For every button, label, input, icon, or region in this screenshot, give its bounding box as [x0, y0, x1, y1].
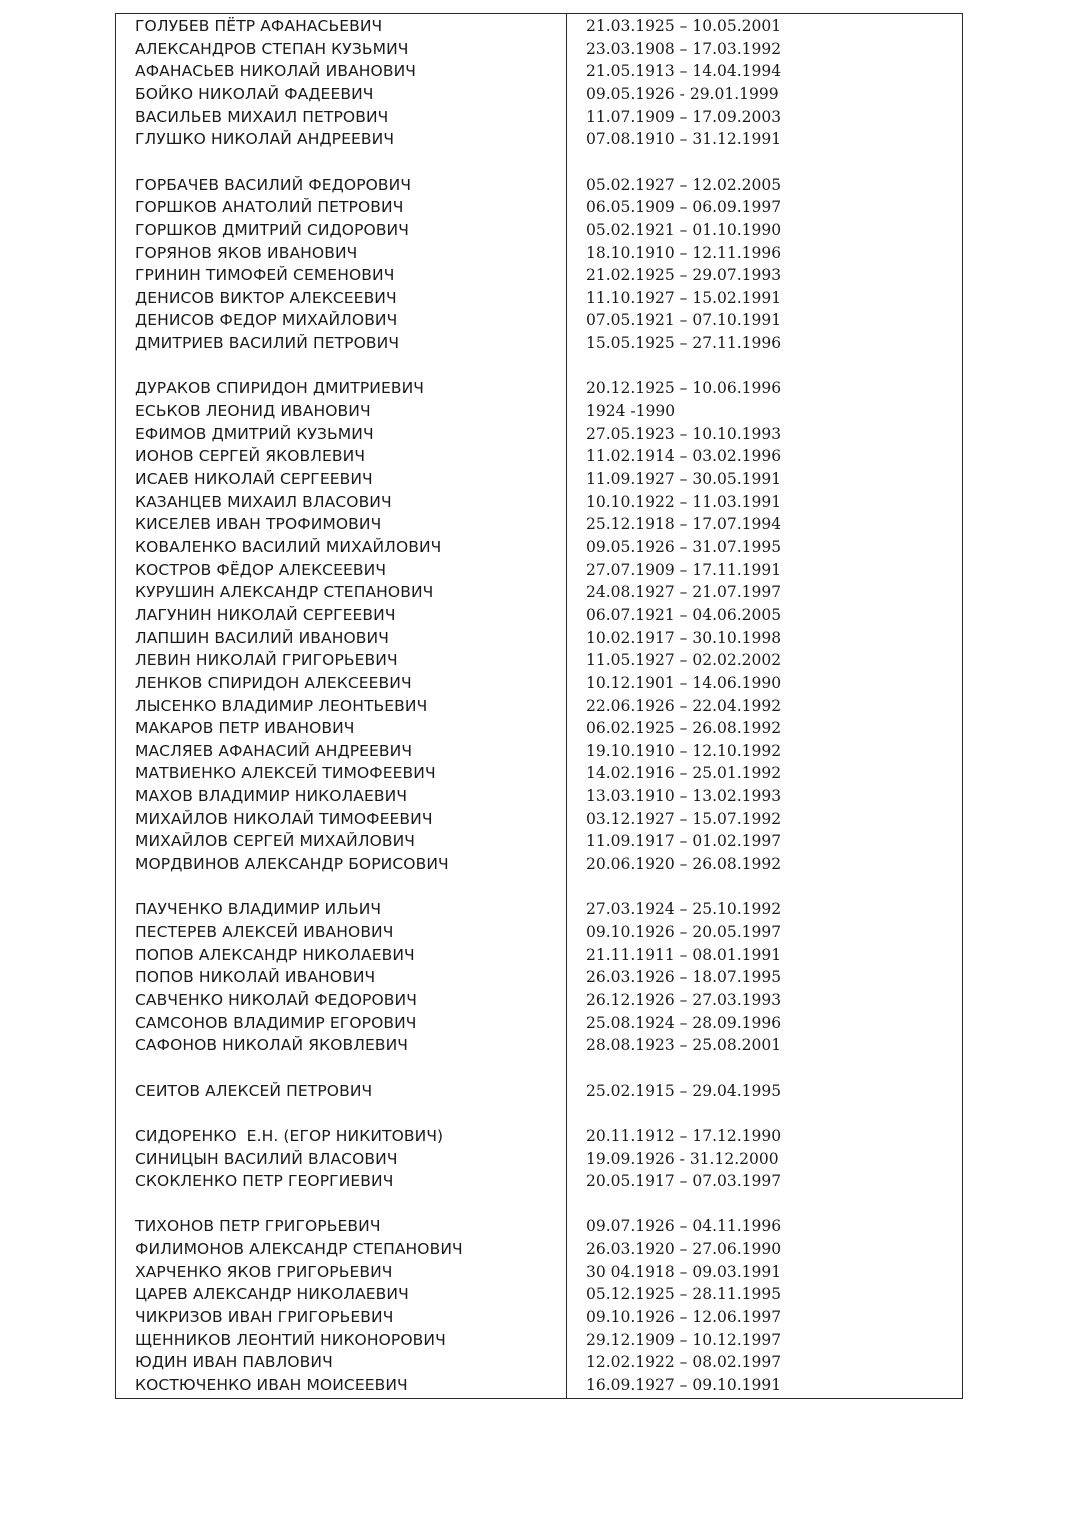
- life-dates: 09.05.1926 – 31.07.1995: [586, 537, 782, 556]
- person-name: МАТВИЕНКО АЛЕКСЕЙ ТИМОФЕЕВИЧ: [135, 764, 436, 783]
- life-dates: 09.10.1926 – 12.06.1997: [586, 1308, 782, 1327]
- person-name: МОРДВИНОВ АЛЕКСАНДР БОРИСОВИЧ: [135, 855, 449, 874]
- life-dates: 29.12.1909 – 10.12.1997: [586, 1330, 782, 1349]
- person-name: МИХАЙЛОВ СЕРГЕЙ МИХАЙЛОВИЧ: [135, 832, 416, 851]
- life-dates: 22.06.1926 – 22.04.1992: [586, 696, 782, 715]
- life-dates: 20.06.1920 – 26.08.1992: [586, 855, 782, 874]
- life-dates: 26.03.1926 – 18.07.1995: [586, 968, 782, 987]
- person-name: САФОНОВ НИКОЛАЙ ЯКОВЛЕВИЧ: [135, 1036, 409, 1055]
- life-dates: 19.10.1910 – 12.10.1992: [586, 741, 782, 760]
- person-name: КУРУШИН АЛЕКСАНДР СТЕПАНОВИЧ: [135, 583, 434, 602]
- life-dates: 13.03.1910 – 13.02.1993: [586, 787, 782, 806]
- person-name: АЛЕКСАНДРОВ СТЕПАН КУЗЬМИЧ: [135, 39, 409, 58]
- person-name: МАСЛЯЕВ АФАНАСИЙ АНДРЕЕВИЧ: [135, 741, 413, 760]
- life-dates: 09.07.1926 – 04.11.1996: [586, 1217, 782, 1236]
- person-name: КОВАЛЕНКО ВАСИЛИЙ МИХАЙЛОВИЧ: [135, 537, 442, 556]
- person-name: ГЛУШКО НИКОЛАЙ АНДРЕЕВИЧ: [135, 130, 395, 149]
- life-dates: 28.08.1923 – 25.08.2001: [586, 1036, 782, 1055]
- person-name: КАЗАНЦЕВ МИХАИЛ ВЛАСОВИЧ: [135, 492, 392, 511]
- life-dates: 05.12.1925 – 28.11.1995: [586, 1285, 782, 1304]
- person-name: ЛЫСЕНКО ВЛАДИМИР ЛЕОНТЬЕВИЧ: [135, 696, 428, 715]
- life-dates: 07.05.1921 – 07.10.1991: [586, 311, 782, 330]
- life-dates: 25.12.1918 – 17.07.1994: [586, 515, 782, 534]
- life-dates: 11.09.1917 – 01.02.1997: [586, 832, 782, 851]
- person-name: ЩЕННИКОВ ЛЕОНТИЙ НИКОНОРОВИЧ: [135, 1330, 446, 1349]
- life-dates: 20.05.1917 – 07.03.1997: [586, 1172, 782, 1191]
- life-dates: 16.09.1927 – 09.10.1991: [586, 1376, 782, 1394]
- person-name: ТИХОНОВ ПЕТР ГРИГОРЬЕВИЧ: [135, 1217, 381, 1236]
- life-dates: 19.09.1926 - 31.12.2000: [586, 1149, 779, 1168]
- person-name: ДУРАКОВ СПИРИДОН ДМИТРИЕВИЧ: [135, 379, 425, 398]
- person-name: САМСОНОВ ВЛАДИМИР ЕГОРОВИЧ: [135, 1013, 417, 1032]
- life-dates: 21.11.1911 – 08.01.1991: [586, 945, 782, 964]
- person-name: ХАРЧЕНКО ЯКОВ ГРИГОРЬЕВИЧ: [135, 1262, 393, 1281]
- life-dates: 20.11.1912 – 17.12.1990: [586, 1126, 782, 1145]
- person-name: ЛАГУНИН НИКОЛАЙ СЕРГЕЕВИЧ: [135, 605, 396, 624]
- person-name: МАКАРОВ ПЕТР ИВАНОВИЧ: [135, 719, 355, 738]
- person-name: КИСЕЛЕВ ИВАН ТРОФИМОВИЧ: [135, 515, 382, 534]
- person-name: ЧИКРИЗОВ ИВАН ГРИГОРЬЕВИЧ: [135, 1308, 394, 1327]
- person-name: ЕСЬКОВ ЛЕОНИД ИВАНОВИЧ: [135, 402, 371, 421]
- person-name: ИСАЕВ НИКОЛАЙ СЕРГЕЕВИЧ: [135, 470, 373, 488]
- person-name: БОЙКО НИКОЛАЙ ФАДЕЕВИЧ: [135, 84, 374, 103]
- person-name: ПОПОВ АЛЕКСАНДР НИКОЛАЕВИЧ: [135, 945, 415, 964]
- life-dates: 18.10.1910 – 12.11.1996: [586, 243, 782, 262]
- life-dates: 1924 -1990: [586, 402, 676, 421]
- person-name: ДЕНИСОВ ВИКТОР АЛЕКСЕЕВИЧ: [135, 288, 397, 307]
- life-dates: 25.02.1915 – 29.04.1995: [586, 1081, 782, 1100]
- life-dates: 14.02.1916 – 25.01.1992: [586, 764, 782, 783]
- life-dates: 10.10.1922 – 11.03.1991: [586, 492, 782, 511]
- person-name: ПАУЧЕНКО ВЛАДИМИР ИЛЬИЧ: [135, 900, 382, 919]
- person-name: МИХАЙЛОВ НИКОЛАЙ ТИМОФЕЕВИЧ: [135, 809, 433, 828]
- life-dates: 09.05.1926 - 29.01.1999: [586, 84, 779, 103]
- person-name: ЛЕВИН НИКОЛАЙ ГРИГОРЬЕВИЧ: [135, 651, 398, 670]
- life-dates: 11.09.1927 – 30.05.1991: [586, 470, 782, 488]
- person-name: ГОРШКОВ ДМИТРИЙ СИДОРОВИЧ: [135, 220, 409, 239]
- life-dates: 06.05.1909 – 06.09.1997: [586, 198, 782, 217]
- life-dates: 12.02.1922 – 08.02.1997: [586, 1353, 782, 1372]
- life-dates: 24.08.1927 – 21.07.1997: [586, 583, 782, 602]
- person-name: ЮДИН ИВАН ПАВЛОВИЧ: [135, 1353, 333, 1372]
- person-name: ПЕСТЕРЕВ АЛЕКСЕЙ ИВАНОВИЧ: [135, 923, 394, 941]
- person-name: ДМИТРИЕВ ВАСИЛИЙ ПЕТРОВИЧ: [135, 334, 400, 353]
- person-name: ГРИНИН ТИМОФЕЙ СЕМЕНОВИЧ: [135, 266, 395, 285]
- person-name: ЦАРЕВ АЛЕКСАНДР НИКОЛАЕВИЧ: [135, 1285, 409, 1304]
- person-name: СЕИТОВ АЛЕКСЕЙ ПЕТРОВИЧ: [135, 1081, 373, 1100]
- life-dates: 25.08.1924 – 28.09.1996: [586, 1013, 782, 1032]
- life-dates: 27.07.1909 – 17.11.1991: [586, 560, 782, 579]
- life-dates: 21.02.1925 – 29.07.1993: [586, 266, 782, 285]
- life-dates: 05.02.1921 – 01.10.1990: [586, 220, 782, 239]
- life-dates: 21.03.1925 – 10.05.2001: [586, 17, 782, 35]
- life-dates: 07.08.1910 – 31.12.1991: [586, 130, 782, 149]
- life-dates: 30 04.1918 – 09.03.1991: [586, 1262, 782, 1281]
- life-dates: 06.02.1925 – 26.08.1992: [586, 719, 782, 738]
- person-name: СИНИЦЫН ВАСИЛИЙ ВЛАСОВИЧ: [135, 1149, 398, 1168]
- person-name: ДЕНИСОВ ФЕДОР МИХАЙЛОВИЧ: [135, 311, 398, 330]
- life-dates: 26.03.1920 – 27.06.1990: [586, 1240, 782, 1259]
- person-name: ЛАПШИН ВАСИЛИЙ ИВАНОВИЧ: [135, 628, 389, 647]
- person-name: ВАСИЛЬЕВ МИХАИЛ ПЕТРОВИЧ: [135, 107, 389, 126]
- person-name: ГОРБАЧЕВ ВАСИЛИЙ ФЕДОРОВИЧ: [135, 175, 412, 194]
- person-name: ГОРШКОВ АНАТОЛИЙ ПЕТРОВИЧ: [135, 198, 404, 217]
- life-dates: 10.12.1901 – 14.06.1990: [586, 673, 782, 692]
- life-dates: 23.03.1908 – 17.03.1992: [586, 39, 782, 58]
- life-dates: 26.12.1926 – 27.03.1993: [586, 990, 782, 1009]
- person-name: ИОНОВ СЕРГЕЙ ЯКОВЛЕВИЧ: [135, 447, 366, 466]
- person-name: МАХОВ ВЛАДИМИР НИКОЛАЕВИЧ: [135, 787, 408, 806]
- person-name: АФАНАСЬЕВ НИКОЛАЙ ИВАНОВИЧ: [135, 62, 416, 81]
- person-name: ЕФИМОВ ДМИТРИЙ КУЗЬМИЧ: [135, 424, 374, 443]
- life-dates: 15.05.1925 – 27.11.1996: [586, 334, 782, 353]
- life-dates: 20.12.1925 – 10.06.1996: [586, 379, 782, 398]
- person-name: ПОПОВ НИКОЛАЙ ИВАНОВИЧ: [135, 968, 376, 987]
- life-dates: 11.10.1927 – 15.02.1991: [586, 288, 782, 307]
- life-dates: 06.07.1921 – 04.06.2005: [586, 605, 782, 624]
- person-name: ГОЛУБЕВ ПЁТР АФАНАСЬЕВИЧ: [135, 17, 383, 35]
- person-name: САВЧЕНКО НИКОЛАЙ ФЕДОРОВИЧ: [135, 990, 417, 1009]
- person-name: ФИЛИМОНОВ АЛЕКСАНДР СТЕПАНОВИЧ: [135, 1240, 463, 1259]
- person-name: КОСТЮЧЕНКО ИВАН МОИСЕЕВИЧ: [135, 1376, 408, 1394]
- person-name: ЛЕНКОВ СПИРИДОН АЛЕКСЕЕВИЧ: [135, 673, 412, 692]
- life-dates: 11.05.1927 – 02.02.2002: [586, 651, 782, 670]
- life-dates: 03.12.1927 – 15.07.1992: [586, 809, 782, 828]
- life-dates: 27.05.1923 – 10.10.1993: [586, 424, 782, 443]
- person-name: СКОКЛЕНКО ПЕТР ГЕОРГИЕВИЧ: [135, 1172, 394, 1191]
- person-name: ГОРЯНОВ ЯКОВ ИВАНОВИЧ: [135, 243, 358, 262]
- person-name: СИДОРЕНКО Е.Н. (ЕГОР НИКИТОВИЧ): [135, 1126, 444, 1145]
- life-dates: 21.05.1913 – 14.04.1994: [586, 62, 782, 81]
- person-name: КОСТРОВ ФЁДОР АЛЕКСЕЕВИЧ: [135, 560, 387, 579]
- life-dates: 11.07.1909 – 17.09.2003: [586, 107, 782, 126]
- life-dates: 09.10.1926 – 20.05.1997: [586, 923, 782, 941]
- life-dates: 05.02.1927 – 12.02.2005: [586, 175, 782, 194]
- life-dates: 11.02.1914 – 03.02.1996: [586, 447, 782, 466]
- life-dates: 10.02.1917 – 30.10.1998: [586, 628, 782, 647]
- life-dates: 27.03.1924 – 25.10.1992: [586, 900, 782, 919]
